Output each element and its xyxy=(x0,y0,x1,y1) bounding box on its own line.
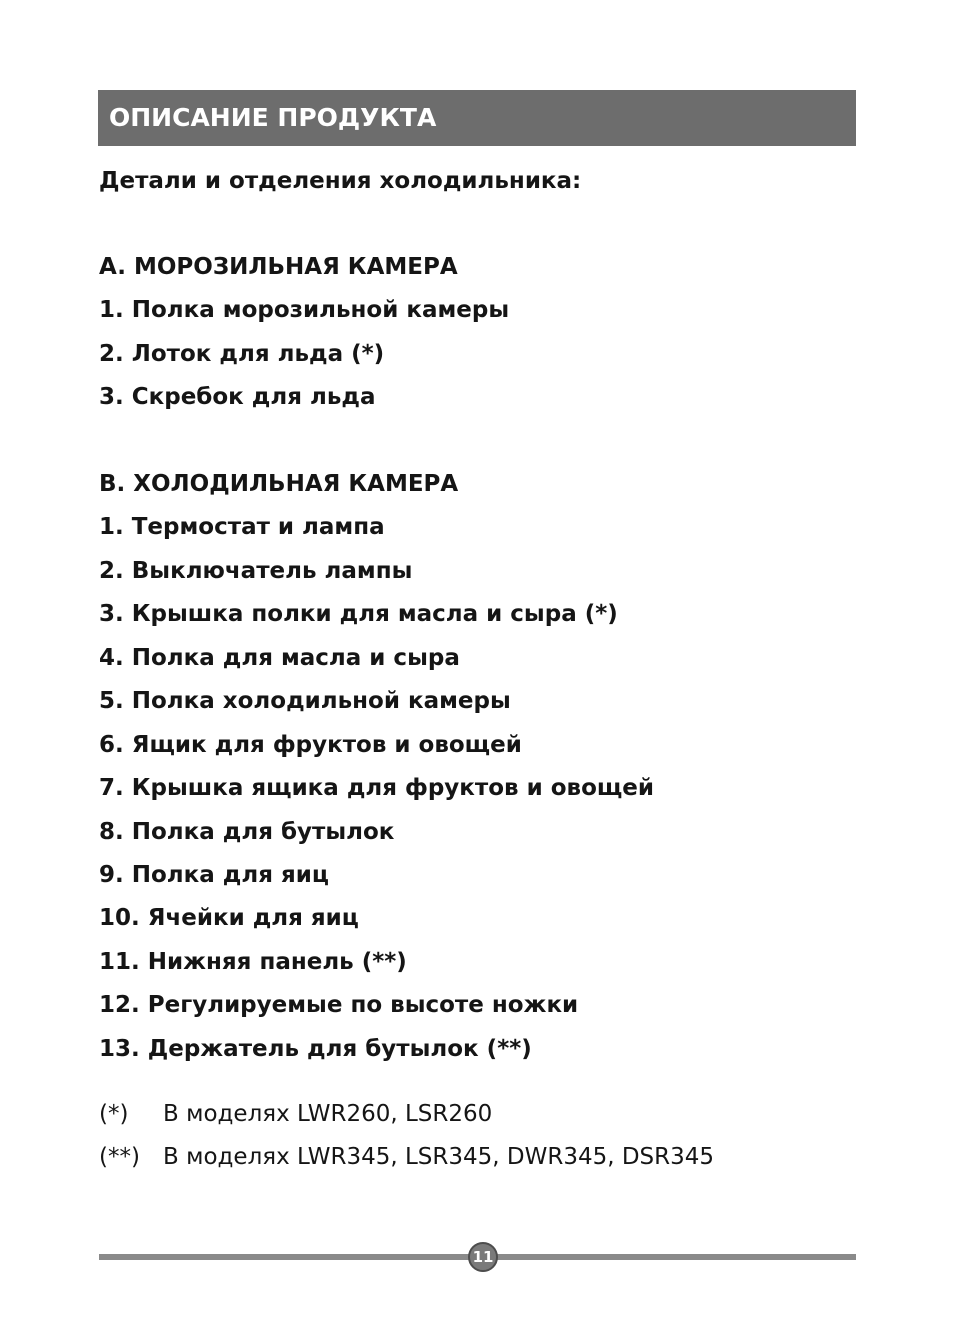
footnote-mark: (**) xyxy=(99,1144,140,1170)
list-item: 6. Ящик для фруктов и овощей xyxy=(99,732,522,758)
list-item: 10. Ячейки для яиц xyxy=(99,905,359,931)
list-item: 9. Полка для яиц xyxy=(99,862,329,888)
list-item: 1. Полка морозильной камеры xyxy=(99,297,510,323)
footnote xyxy=(99,1143,714,1171)
list-item: 3. Скребок для льда xyxy=(99,384,376,410)
list-item: 11. Нижняя панель (**) xyxy=(99,949,407,975)
subtitle: Детали и отделения холодильника: xyxy=(99,168,582,194)
section-b-heading: B. ХОЛОДИЛЬНАЯ КАМЕРА xyxy=(99,471,459,497)
section-header-bar xyxy=(98,90,856,146)
list-item: 2. Выключатель лампы xyxy=(99,558,413,584)
list-item: 12. Регулируемые по высоте ножки xyxy=(99,992,579,1018)
footnote-text: В моделях LWR345, LSR345, DWR345, DSR345 xyxy=(163,1144,715,1170)
footnote-text: В моделях LWR260, LSR260 xyxy=(163,1101,493,1127)
list-item: 2. Лоток для льда (*) xyxy=(99,341,385,367)
page-number: 11 xyxy=(468,1242,498,1272)
footnote-mark: (*) xyxy=(99,1101,129,1127)
list-item: 13. Держатель для бутылок (**) xyxy=(99,1036,532,1062)
list-item: 4. Полка для масла и сыра xyxy=(99,645,460,671)
list-item: 5. Полка холодильной камеры xyxy=(99,688,511,714)
list-item: 7. Крышка ящика для фруктов и овощей xyxy=(99,775,655,801)
list-item: 1. Термостат и лампа xyxy=(99,514,385,540)
section-a-heading: A. МОРОЗИЛЬНАЯ КАМЕРА xyxy=(99,254,458,280)
list-item: 3. Крышка полки для масла и сыра (*) xyxy=(99,601,618,627)
list-item: 8. Полка для бутылок xyxy=(99,819,395,845)
footnote xyxy=(99,1100,492,1128)
page-title: ОПИСАНИЕ ПРОДУКТА xyxy=(109,103,437,132)
